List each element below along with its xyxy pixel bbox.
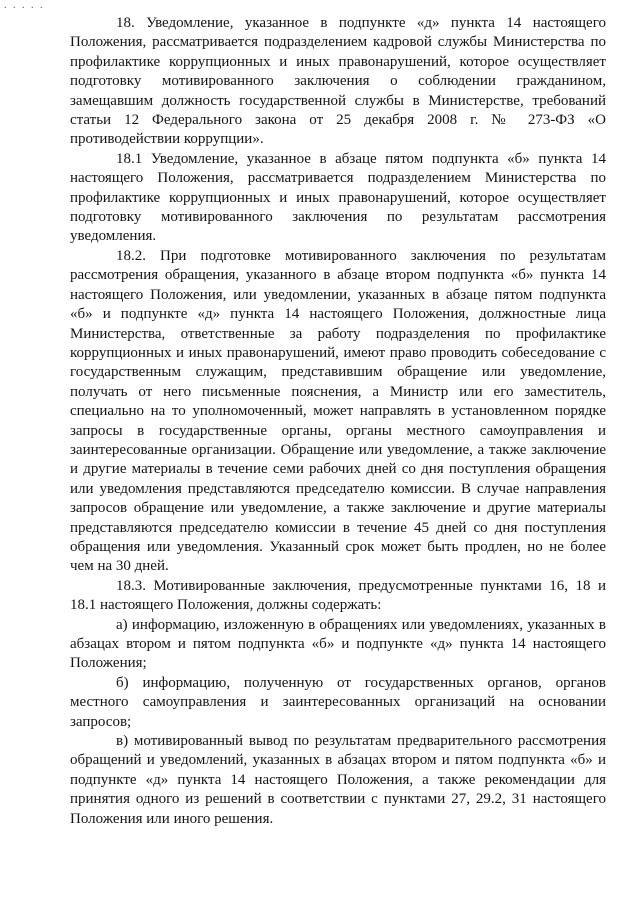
- list-item-v: в) мотивированный вывод по результатам предварительного рассмотрения обращений и уведомлений, указанных в абзацах втором и пятом подпункта «б» и подпункте «д» пункта 14 настоящего Положения, а также рекомендации для принятия одного из решений в соответствии с пунктами 27, 29.2, 31 настоящего Положения или иного решения.: [70, 733, 606, 827]
- list-item-a: а) информацию, изложенную в обращениях или уведомлениях, указанных в абзацах втором и пятом подпункта «б» и подпункте «д» пункта 14 настоящего Положения;: [70, 616, 606, 672]
- scan-corner-marks: . . . . .: [4, 0, 45, 11]
- paragraph-18: 18. Уведомление, указанное в подпункте «д» пункта 14 настоящего Положения, рассматривается подразделением кадровой службы Министерства по профилактике коррупционных и иных правонарушений, которое осуществляет подготовку мотивированного заключения о соблюдении гражданином, замещавшим должность государственной службы в Министерстве, требований статьи 12 Федерального закона от 25 декабря 2008 г. № 273-ФЗ «О противодействии коррупции».: [70, 15, 606, 148]
- paragraph-18-3: 18.3. Мотивированные заключения, предусмотренные пунктами 16, 18 и 18.1 настоящего Положения, должны содержать:: [70, 577, 606, 614]
- paragraph-18-1: 18.1 Уведомление, указанное в абзаце пятом подпункта «б» пункта 14 настоящего Положения, рассматривается подразделением Министерства по профилактике коррупционных и иных правонарушений, которое осуществляет подготовку мотивированного заключения по результатам рассмотрения уведомления.: [70, 150, 606, 245]
- list-item-b: б) информацию, полученную от государственных органов, органов местного самоуправления и заинтересованных организаций на основании запросов;: [70, 674, 606, 730]
- document-body: [70, 14, 606, 829]
- paragraph-18-2: 18.2. При подготовке мотивированного заключения по результатам рассмотрения обращения, указанного в абзаце втором подпункта «б» пункта 14 настоящего Положения, или уведомлении, указанных в абзаце пятом подпункта «б» и подпункте «д» пункта 14 настоящего Положения, должностные лица Министерства, ответственные за работу подразделения по профилактике коррупционных и иных правонарушений, имеют право проводить собеседование с государственным служащим, представившим обращение или уведомление, получать от него письменные пояснения, а Министр или его заместитель, специально на то уполномоченный, может направлять в установленном порядке запросы в государственные органы, органы местного самоуправления и заинтересованные организации. Обращение или уведомление, а также заключение и другие материалы в течение семи рабочих дней со дня поступления обращения или уведомления представляются председателю комиссии. В случае направления запросов обращение или уведомление, а также заключение и другие материалы представляются председателю комиссии в течение 45 дней со дня поступления обращения или уведомления. Указанный срок может быть продлен, но не более чем на 30 дней.: [70, 247, 606, 575]
